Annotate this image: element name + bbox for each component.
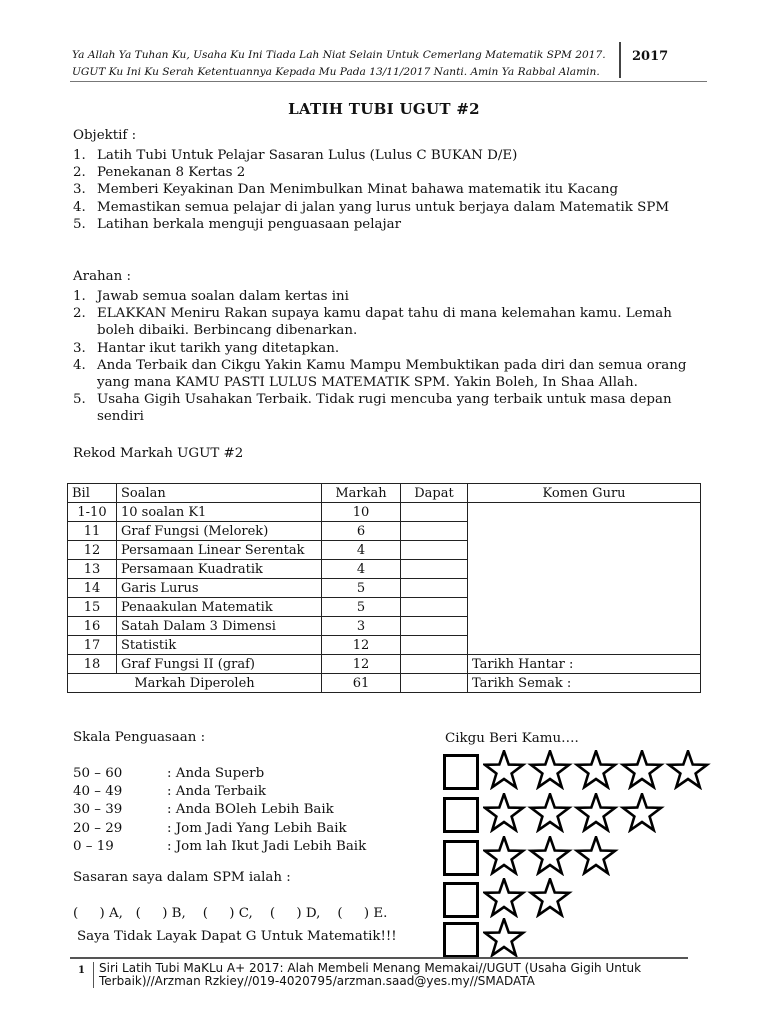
objektif-item-text: Latihan berkala menguji penguasaan pelajar bbox=[97, 216, 401, 232]
skala-desc: : Jom Jadi Yang Lebih Baik bbox=[167, 820, 347, 836]
header-komen: Komen Guru bbox=[468, 484, 701, 503]
cell-soalan: Satah Dalam 3 Dimensi bbox=[117, 617, 322, 636]
cikgu-label: Cikgu Beri Kamu…. bbox=[445, 731, 579, 746]
checkbox-square[interactable] bbox=[443, 922, 479, 958]
arahan-item bbox=[73, 391, 698, 425]
table-row bbox=[68, 503, 701, 522]
objektif-item-number: 5. bbox=[73, 216, 86, 232]
tarikh-hantar: Tarikh Hantar : bbox=[468, 655, 701, 674]
markah-table bbox=[67, 483, 701, 693]
skala-range: 40 – 49 bbox=[73, 784, 123, 800]
total-dapat-cell[interactable] bbox=[401, 674, 468, 693]
cell-soalan: Penaakulan Matematik bbox=[117, 598, 322, 617]
header-bil: Bil bbox=[68, 484, 117, 503]
cell-dapat[interactable] bbox=[401, 522, 468, 541]
footer-divider bbox=[93, 962, 94, 988]
cell-bil: 17 bbox=[68, 636, 117, 655]
arahan-item-text: ELAKKAN Meniru Rakan supaya kamu dapat tahu di mana kelemahan kamu. Lemah boleh dibaiki. Berbincang dibenarkan. bbox=[97, 306, 672, 339]
arahan-item-number: 5. bbox=[73, 392, 86, 408]
arahan-item bbox=[73, 288, 698, 305]
cell-dapat[interactable] bbox=[401, 560, 468, 579]
cell-bil: 12 bbox=[68, 541, 117, 560]
cell-dapat[interactable] bbox=[401, 617, 468, 636]
star-icon bbox=[485, 794, 523, 830]
arahan-item-number: 4. bbox=[73, 357, 86, 373]
cell-dapat[interactable] bbox=[401, 579, 468, 598]
arahan-item-text: Jawab semua soalan dalam kertas ini bbox=[97, 289, 349, 304]
arahan-item-text: Anda Terbaik dan Cikgu Yakin Kamu Mampu Membuktikan pada diri dan semua orang yang mana KAMU PASTI LULUS MATEMATIK SPM. Yakin Boleh, In Shaa Allah. bbox=[97, 357, 687, 391]
objektif-label: Objektif : bbox=[73, 128, 137, 143]
sasaran-note: Saya Tidak Layak Dapat G Untuk Matematik!!! bbox=[77, 929, 397, 944]
skala-desc: : Anda Terbaik bbox=[167, 784, 267, 800]
cell-bil: 1-10 bbox=[68, 503, 117, 522]
skala-desc: : Jom lah Ikut Jadi Lebih Baik bbox=[167, 838, 367, 854]
objektif-item bbox=[73, 164, 713, 181]
arahan-item-text: Hantar ikut tarikh yang ditetapkan. bbox=[97, 340, 340, 356]
header-line-2: UGUT Ku Ini Ku Serah Ketentuannya Kepada Mu Pada 13/11/2017 Nanti. Amin Ya Rabbal Alamin. bbox=[72, 66, 600, 78]
total-row bbox=[68, 674, 701, 693]
cell-bil: 13 bbox=[68, 560, 117, 579]
checkbox-square[interactable] bbox=[443, 797, 479, 833]
skala-range: 20 – 29 bbox=[73, 820, 123, 836]
checkbox-square[interactable] bbox=[443, 840, 479, 876]
header-year: 2017 bbox=[632, 49, 669, 64]
page-title: LATIH TUBI UGUT #2 bbox=[288, 100, 480, 118]
checkbox-square[interactable] bbox=[443, 754, 479, 790]
cell-soalan: Persamaan Kuadratik bbox=[117, 560, 322, 579]
skala-range: 30 – 39 bbox=[73, 802, 123, 818]
cell-markah: 4 bbox=[322, 541, 401, 560]
skala-range: 50 – 60 bbox=[73, 766, 123, 781]
cell-markah: 10 bbox=[322, 503, 401, 522]
checkbox-square[interactable] bbox=[443, 882, 479, 918]
skala-label: Skala Penguasaan : bbox=[73, 730, 206, 745]
footer-text: Siri Latih Tubi MaKLu A+ 2017: Alah Membeli Menang Memakai//UGUT (Usaha Gigih Untuk Terbaik)//Arzman Rzkiey//019-4020795/arzman.saad@yes.my//SMADATA bbox=[99, 961, 642, 988]
star-row bbox=[483, 836, 723, 876]
star-icon bbox=[623, 751, 661, 787]
skala-row bbox=[73, 765, 413, 782]
cell-markah: 4 bbox=[322, 560, 401, 579]
cell-soalan: Graf Fungsi II (graf) bbox=[117, 655, 322, 674]
objektif-item bbox=[73, 216, 713, 233]
arahan-item-number: 3. bbox=[73, 340, 86, 356]
cell-bil: 11 bbox=[68, 522, 117, 541]
header-soalan: Soalan bbox=[117, 484, 322, 503]
tarikh-semak: Tarikh Semak : bbox=[468, 674, 701, 693]
star-icon bbox=[485, 751, 523, 787]
cell-markah: 12 bbox=[322, 636, 401, 655]
arahan-item bbox=[73, 305, 698, 339]
cell-soalan: Statistik bbox=[117, 636, 322, 655]
page-number: 1 bbox=[78, 965, 85, 976]
footer-rule bbox=[70, 957, 688, 959]
cell-dapat[interactable] bbox=[401, 598, 468, 617]
objektif-item bbox=[73, 199, 713, 216]
star-row bbox=[483, 750, 723, 790]
rekod-label: Rekod Markah UGUT #2 bbox=[73, 446, 244, 461]
skala-row bbox=[73, 801, 413, 818]
sasaran-label: Sasaran saya dalam SPM ialah : bbox=[73, 870, 291, 885]
cell-soalan: Persamaan Linear Serentak bbox=[117, 541, 322, 560]
cell-bil: 15 bbox=[68, 598, 117, 617]
star-icon bbox=[577, 837, 615, 873]
star-icon bbox=[531, 837, 569, 873]
header-markah: Markah bbox=[322, 484, 401, 503]
cell-markah: 5 bbox=[322, 598, 401, 617]
star-row bbox=[483, 878, 723, 918]
star-icon bbox=[485, 837, 523, 873]
skala-desc: : Anda BOleh Lebih Baik bbox=[167, 802, 334, 818]
header-line-1: Ya Allah Ya Tuhan Ku, Usaha Ku Ini Tiada Lah Niat Selain Untuk Cemerlang Matematik SPM 2017. bbox=[72, 49, 606, 61]
arahan-item-text: Usaha Gigih Usahakan Terbaik. Tidak rugi mencuba yang terbaik untuk masa depan sendiri bbox=[97, 392, 672, 425]
objektif-item-number: 3. bbox=[73, 182, 86, 198]
objektif-item bbox=[73, 147, 713, 164]
skala-range: 0 – 19 bbox=[73, 838, 114, 854]
objektif-item-text: Memberi Keyakinan Dan Menimbulkan Minat bahawa matematik itu Kacang bbox=[97, 182, 619, 198]
star-icon bbox=[577, 794, 615, 830]
sasaran-options: ( ) A, ( ) B, ( ) C, ( ) D, ( ) E. bbox=[73, 906, 388, 921]
star-icon bbox=[669, 751, 707, 787]
star-row bbox=[483, 793, 723, 833]
cell-markah: 5 bbox=[322, 579, 401, 598]
arahan-item-number: 2. bbox=[73, 306, 86, 322]
komen-guru-cell[interactable] bbox=[468, 503, 701, 655]
cell-markah: 6 bbox=[322, 522, 401, 541]
header-dapat: Dapat bbox=[401, 484, 468, 503]
header-divider bbox=[619, 42, 621, 78]
objektif-item-number: 2. bbox=[73, 165, 86, 181]
header-rule bbox=[70, 81, 707, 82]
objektif-item-text: Latih Tubi Untuk Pelajar Sasaran Lulus (Lulus C BUKAN D/E) bbox=[97, 148, 518, 163]
star-icon bbox=[485, 879, 523, 915]
arahan-item bbox=[73, 357, 698, 391]
skala-row bbox=[73, 838, 413, 855]
star-icon bbox=[531, 879, 569, 915]
cell-bil: 18 bbox=[68, 655, 117, 674]
total-value: 61 bbox=[322, 674, 401, 693]
arahan-label: Arahan : bbox=[73, 269, 132, 284]
table-row bbox=[68, 655, 701, 674]
arahan-list bbox=[73, 288, 698, 426]
star-icon bbox=[485, 919, 523, 955]
table-header-row bbox=[68, 484, 701, 503]
header-text bbox=[72, 47, 617, 81]
cell-dapat[interactable] bbox=[401, 541, 468, 560]
star-icon bbox=[531, 751, 569, 787]
cell-markah: 12 bbox=[322, 655, 401, 674]
arahan-item bbox=[73, 340, 698, 357]
cell-markah: 3 bbox=[322, 617, 401, 636]
objektif-item-number: 4. bbox=[73, 199, 86, 215]
objektif-item bbox=[73, 181, 713, 198]
cell-dapat[interactable] bbox=[401, 636, 468, 655]
cell-dapat[interactable] bbox=[401, 503, 468, 522]
star-row bbox=[483, 918, 723, 958]
skala-desc: : Anda Superb bbox=[167, 766, 265, 781]
star-icon bbox=[623, 794, 661, 830]
arahan-item-number: 1. bbox=[73, 289, 86, 304]
cell-soalan: 10 soalan K1 bbox=[117, 503, 322, 522]
cell-soalan: Garis Lurus bbox=[117, 579, 322, 598]
objektif-item-number: 1. bbox=[73, 148, 86, 163]
cell-soalan: Graf Fungsi (Melorek) bbox=[117, 522, 322, 541]
total-label: Markah Diperoleh bbox=[68, 674, 322, 693]
objektif-item-text: Memastikan semua pelajar di jalan yang lurus untuk berjaya dalam Matematik SPM bbox=[97, 199, 670, 215]
cell-dapat[interactable] bbox=[401, 655, 468, 674]
star-icon bbox=[577, 751, 615, 787]
star-icon bbox=[531, 794, 569, 830]
skala-row bbox=[73, 820, 413, 837]
cell-bil: 14 bbox=[68, 579, 117, 598]
skala-row bbox=[73, 783, 413, 800]
cell-bil: 16 bbox=[68, 617, 117, 636]
objektif-list bbox=[73, 147, 713, 233]
objektif-item-text: Penekanan 8 Kertas 2 bbox=[97, 165, 246, 181]
